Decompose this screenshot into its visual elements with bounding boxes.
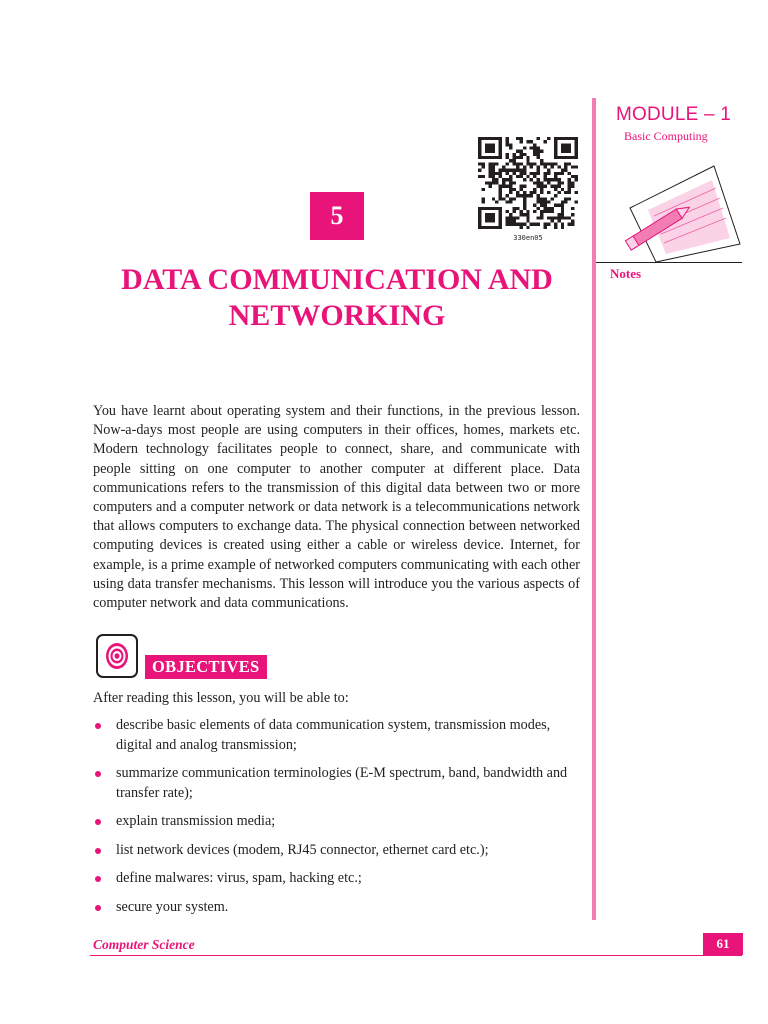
objective-text: explain transmission media;	[116, 813, 276, 829]
margin-rule	[592, 98, 596, 920]
module-title: MODULE – 1	[616, 104, 731, 125]
objective-item	[93, 841, 580, 861]
footer-rule	[90, 955, 742, 956]
chapter-title-line: DATA COMMUNICATION AND	[121, 263, 553, 296]
qr-code-icon	[478, 137, 578, 229]
notes-rule	[596, 262, 742, 263]
bullet-icon	[95, 723, 101, 729]
objective-text: list network devices (modem, RJ45 connector, ethernet card etc.);	[116, 841, 489, 858]
objective-item	[93, 869, 580, 889]
target-icon	[96, 634, 138, 678]
objective-item	[93, 898, 580, 918]
intro-paragraph: You have learnt about operating system and their functions, in the previous lesson. Now-a-days most people are using computers in their offices, homes, markets etc. Modern technology facilitates people to connect, share, and communicate with people sitting on one computer to another computer at different place. Data communications refers to the transmission of this digital data between two or more computers and a computer network or data network is a telecommunications network that allows computers to exchange data. The physical connection between networked computing devices is created using either a cable or wireless device. Internet, for example, is a prime example of networked computers communicating with each other using data transfer mechanisms. This lesson will introduce you the various aspects of computer network and data communications.	[93, 403, 580, 612]
notes-label: Notes	[610, 266, 642, 281]
chapter-number: 5	[310, 192, 364, 240]
bullet-icon	[95, 771, 101, 777]
objectives-lead: After reading this lesson, you will be able to:	[93, 690, 349, 706]
objective-item	[93, 716, 580, 755]
chapter-title	[96, 262, 578, 334]
bullet-icon	[95, 819, 101, 825]
objectives-list	[93, 716, 580, 926]
footer-subject: Computer Science	[93, 937, 195, 952]
objective-text: describe basic elements of data communication system, transmission modes, digital and analog transmission;	[116, 717, 551, 753]
bullet-icon	[95, 876, 101, 882]
bullet-icon	[95, 848, 101, 854]
page-number: 61	[703, 933, 743, 955]
objective-item	[93, 812, 580, 832]
notepad-pencil-icon	[618, 158, 744, 264]
objective-text: define malwares: virus, spam, hacking etc.;	[116, 870, 362, 886]
module-subtitle: Basic Computing	[624, 129, 708, 143]
objective-text: secure your system.	[116, 898, 229, 915]
objective-text: summarize communication terminologies (E-M spectrum, band, bandwidth and transfer rate);	[116, 765, 568, 801]
objective-item	[93, 764, 580, 803]
objectives-heading: OBJECTIVES	[145, 655, 267, 679]
chapter-title-line: NETWORKING	[228, 299, 446, 332]
bullet-icon	[95, 905, 101, 911]
qr-caption: 330en05	[513, 234, 543, 242]
